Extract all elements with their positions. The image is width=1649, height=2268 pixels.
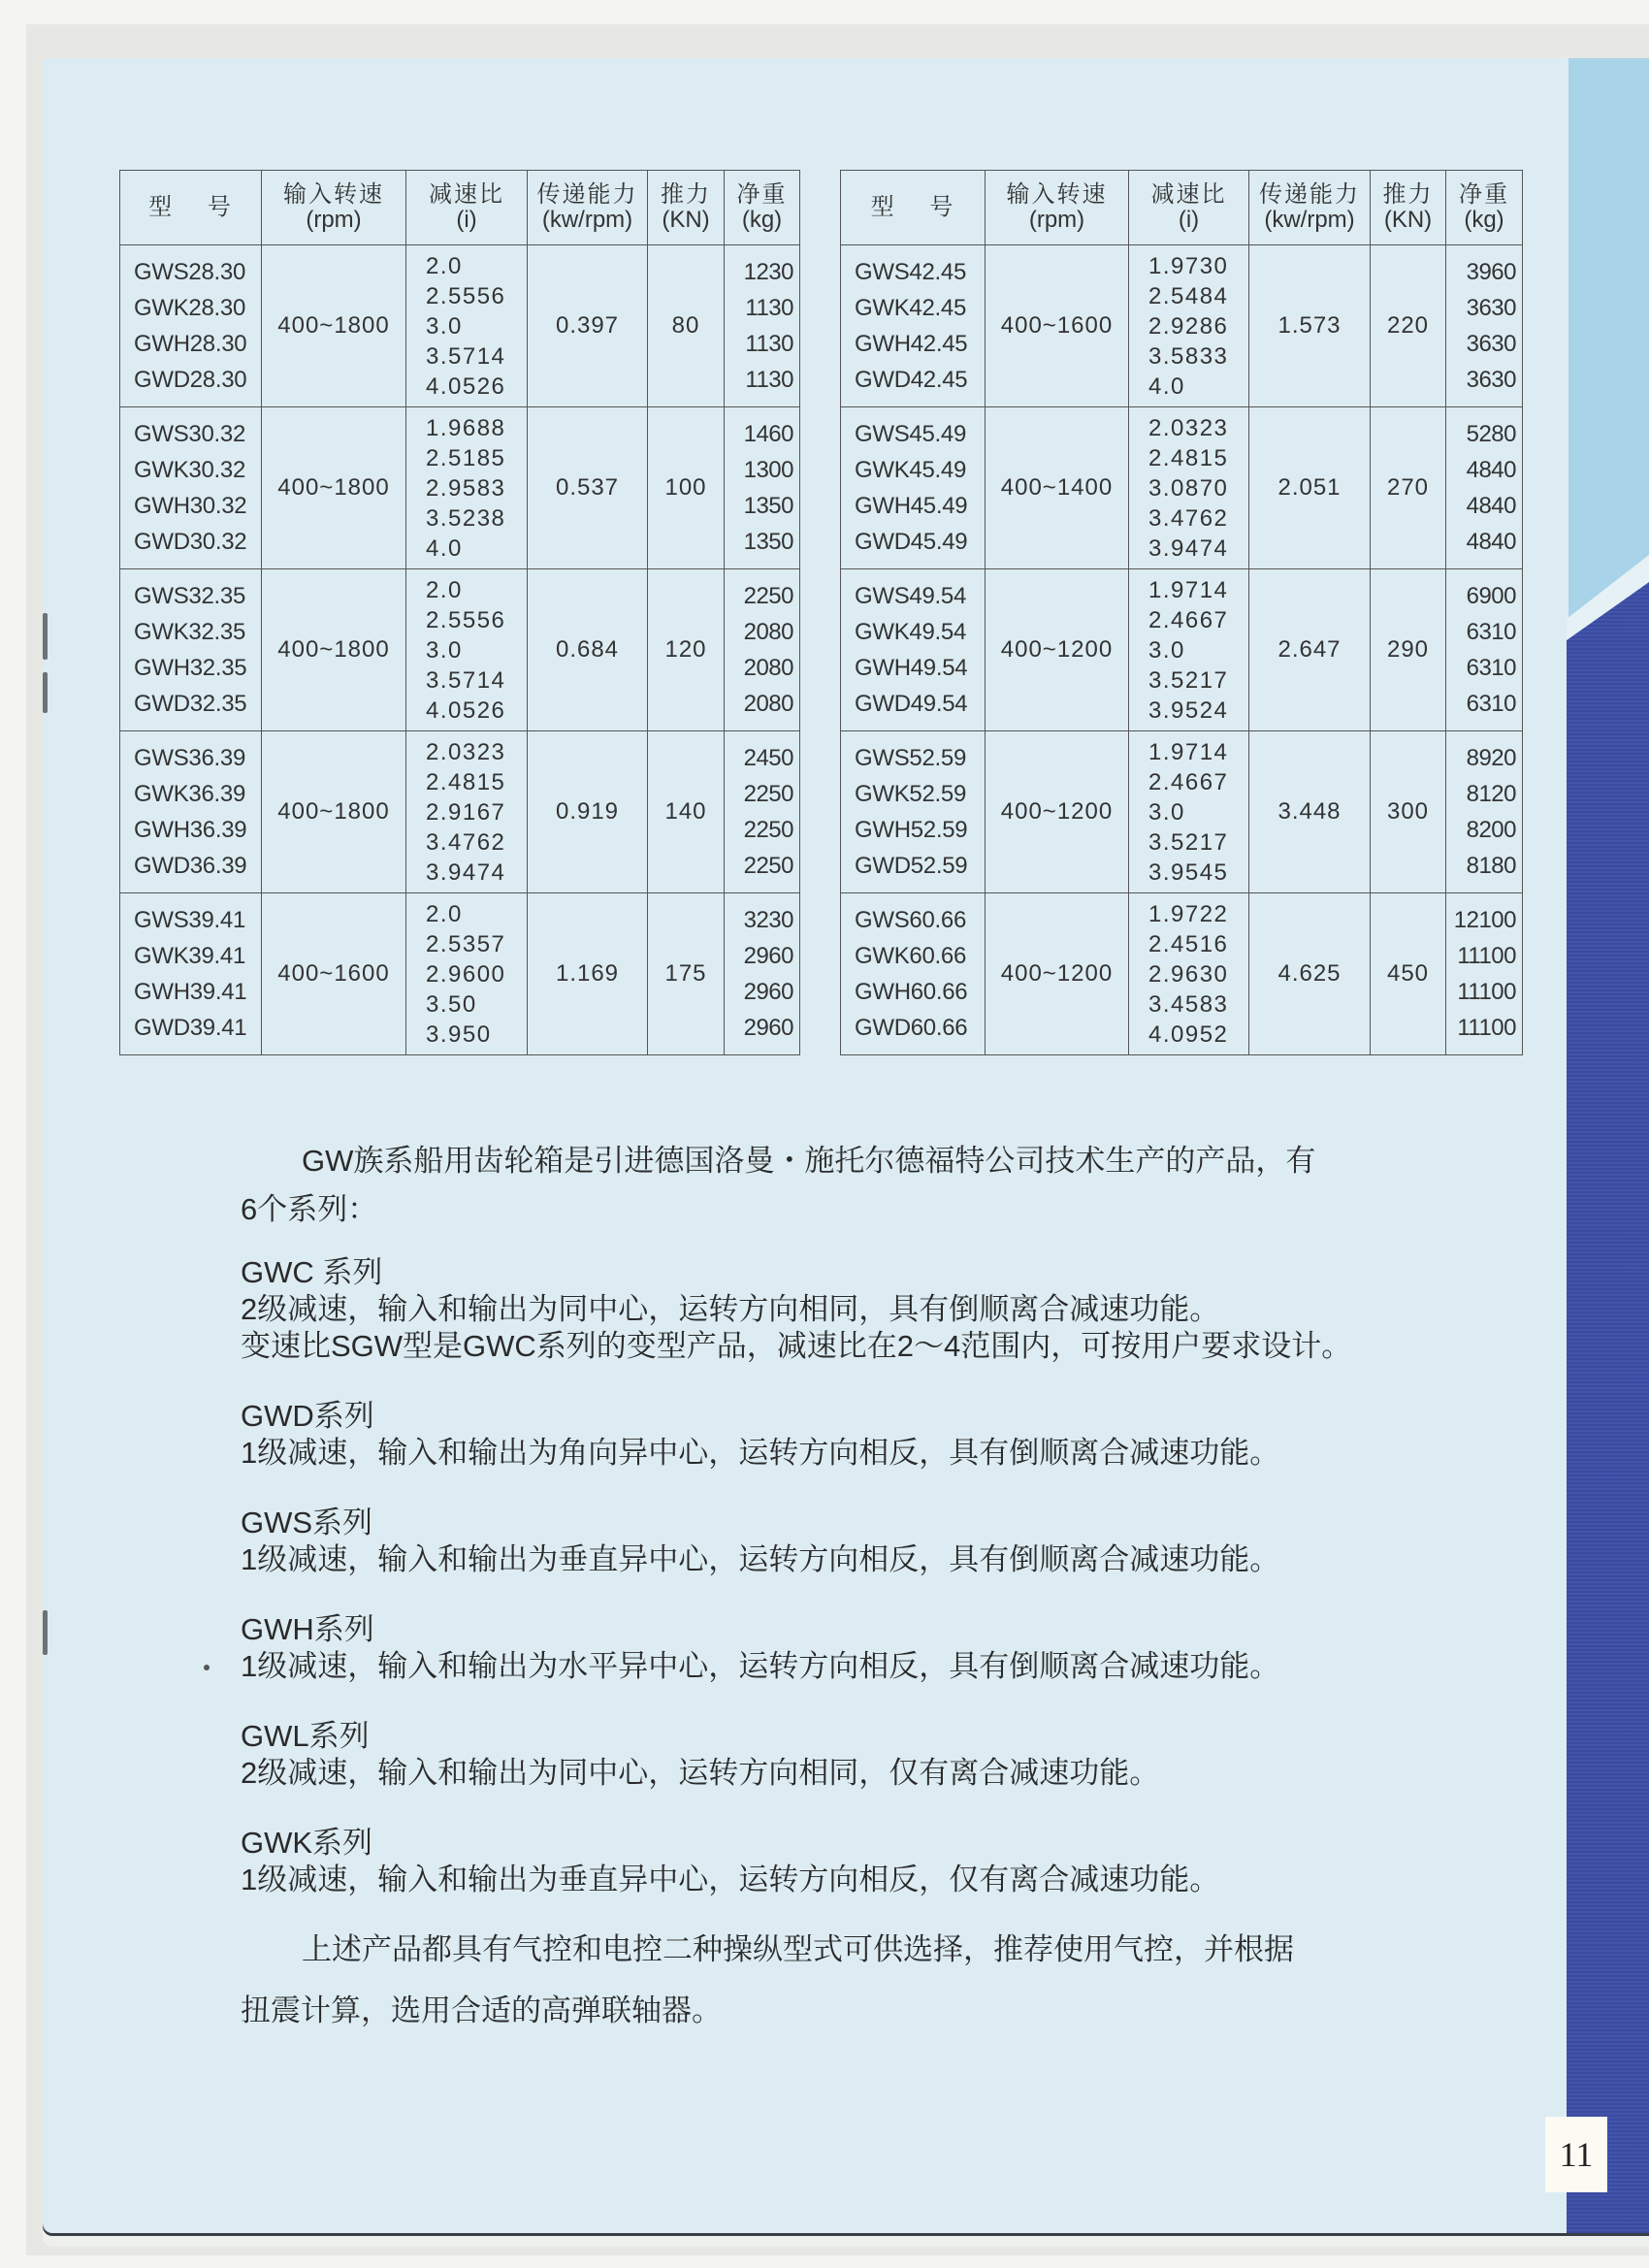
thrust-cell — [1371, 893, 1446, 1055]
weight-cell — [725, 731, 800, 893]
table-row — [120, 731, 800, 893]
staple-mark — [43, 672, 48, 713]
net-weight: 11100 — [1457, 979, 1516, 1005]
model-cell — [120, 569, 262, 731]
input-speed: 400~1800 — [277, 474, 390, 501]
model-name: GWH28.30 — [134, 331, 247, 357]
net-weight: 1130 — [745, 295, 793, 321]
header-thrust: 推力 (KN) — [648, 171, 725, 245]
model-cell — [120, 731, 262, 893]
model-name: GWD49.54 — [855, 691, 968, 717]
speed-cell — [986, 245, 1129, 407]
reduction-ratio: 4.0 — [1148, 373, 1185, 400]
thrust-cell — [1371, 569, 1446, 731]
reduction-ratio: 2.5484 — [1148, 282, 1229, 309]
model-name: GWK28.30 — [134, 295, 245, 321]
input-speed: 400~1800 — [277, 312, 390, 339]
header-ratio: 减速比 (i) — [1129, 171, 1249, 245]
thrust: 450 — [1386, 960, 1430, 987]
net-weight: 6310 — [1466, 691, 1516, 717]
spec-table-right — [840, 170, 1523, 1055]
reduction-ratio: 2.0 — [426, 900, 463, 927]
speed-cell — [986, 731, 1129, 893]
net-weight: 8920 — [1466, 745, 1516, 771]
model-cell — [841, 245, 986, 407]
reduction-ratio: 1.9722 — [1148, 900, 1229, 927]
ratio-cell — [1129, 407, 1249, 569]
thrust-cell — [648, 569, 725, 731]
net-weight: 6900 — [1466, 583, 1516, 609]
net-weight: 2960 — [743, 979, 793, 1005]
net-weight: 2450 — [743, 745, 793, 771]
reduction-ratio: 2.0 — [426, 576, 463, 603]
header-weight: 净重 (kg) — [1446, 171, 1523, 245]
ratio-cell — [406, 731, 528, 893]
spec-table-left-body — [120, 245, 800, 1055]
thrust-cell — [648, 245, 725, 407]
reduction-ratio: 3.0 — [426, 636, 463, 664]
reduction-ratio: 2.9600 — [426, 960, 506, 988]
reduction-ratio: 4.0952 — [1148, 1021, 1229, 1048]
reduction-ratio: 2.5556 — [426, 282, 506, 309]
reduction-ratio: 3.950 — [426, 1021, 492, 1048]
net-weight: 6310 — [1466, 655, 1516, 681]
weight-cell — [1446, 407, 1523, 569]
thrust-cell — [1371, 245, 1446, 407]
model-name: GWD45.49 — [855, 529, 968, 555]
series-title: GWC 系列 — [241, 1255, 383, 1289]
series-gwl — [241, 1718, 1159, 1792]
transmission-capacity: 4.625 — [1277, 960, 1342, 987]
net-weight: 1130 — [745, 367, 793, 393]
reduction-ratio: 1.9714 — [1148, 576, 1229, 603]
weight-cell — [1446, 245, 1523, 407]
reduction-ratio: 3.5833 — [1148, 342, 1229, 370]
weight-cell — [725, 893, 800, 1055]
net-weight: 2250 — [743, 583, 793, 609]
series-description: 2级减速，输入和输出为同中心，运转方向相同，具有倒顺离合减速功能。 — [241, 1292, 1220, 1326]
net-weight: 3630 — [1466, 367, 1516, 393]
reduction-ratio: 2.5185 — [426, 444, 506, 471]
model-name: GWH45.49 — [855, 493, 968, 519]
header-capacity: 传递能力 (kw/rpm) — [1249, 171, 1371, 245]
ratio-cell — [406, 569, 528, 731]
reduction-ratio: 4.0526 — [426, 697, 506, 724]
weight-cell — [1446, 731, 1523, 893]
series-description: 1级减速，输入和输出为垂直异中心，运转方向相反，仅有离合减速功能。 — [241, 1863, 1220, 1896]
transmission-capacity: 0.684 — [555, 636, 620, 663]
thrust: 100 — [664, 474, 707, 501]
thrust-cell — [648, 893, 725, 1055]
reduction-ratio: 2.5556 — [426, 606, 506, 633]
speed-cell — [262, 407, 406, 569]
capacity-cell — [1249, 731, 1371, 893]
net-weight: 1130 — [745, 331, 793, 357]
table-row — [841, 245, 1523, 407]
input-speed: 400~1200 — [1000, 960, 1114, 987]
reduction-ratio: 1.9714 — [1148, 738, 1229, 765]
model-name: GWS52.59 — [855, 745, 966, 771]
speed-cell — [262, 731, 406, 893]
series-title: GWD系列 — [241, 1399, 374, 1433]
net-weight: 2960 — [743, 1015, 793, 1041]
model-cell — [841, 407, 986, 569]
model-name: GWS30.32 — [134, 421, 245, 447]
model-cell — [120, 245, 262, 407]
reduction-ratio: 2.0323 — [1148, 414, 1229, 441]
series-title: GWL系列 — [241, 1719, 370, 1753]
speed-cell — [262, 245, 406, 407]
table-header-row — [841, 171, 1523, 245]
table-row — [841, 569, 1523, 731]
series-gwc — [241, 1254, 1351, 1365]
reduction-ratio: 4.0 — [426, 535, 463, 562]
spec-table-right-body — [841, 245, 1523, 1055]
reduction-ratio: 3.9545 — [1148, 859, 1229, 886]
ratio-cell — [1129, 731, 1249, 893]
reduction-ratio: 3.0 — [1148, 798, 1185, 826]
series-title: GWK系列 — [241, 1826, 373, 1860]
reduction-ratio: 3.0 — [1148, 636, 1185, 664]
thrust-cell — [1371, 407, 1446, 569]
reduction-ratio: 2.9630 — [1148, 960, 1229, 988]
model-name: GWH36.39 — [134, 817, 247, 843]
reduction-ratio: 3.50 — [426, 990, 477, 1018]
table-row — [120, 893, 800, 1055]
transmission-capacity: 0.397 — [555, 312, 620, 339]
model-name: GWH30.32 — [134, 493, 247, 519]
model-name: GWK32.35 — [134, 619, 245, 645]
closing-line-1: 上述产品都具有气控和电控二种操纵型式可供选择，推荐使用气控，并根据 — [302, 1932, 1294, 1966]
net-weight: 1460 — [743, 421, 793, 447]
model-name: GWD42.45 — [855, 367, 968, 393]
header-input-speed: 输入转速 (rpm) — [986, 171, 1129, 245]
weight-cell — [725, 407, 800, 569]
ratio-cell — [406, 893, 528, 1055]
net-weight: 6310 — [1466, 619, 1516, 645]
model-name: GWD32.35 — [134, 691, 247, 717]
model-name: GWS49.54 — [855, 583, 966, 609]
transmission-capacity: 1.169 — [555, 960, 620, 987]
series-description: 1级减速，输入和输出为角向异中心，运转方向相反，具有倒顺离合减速功能。 — [241, 1436, 1280, 1470]
weight-cell — [1446, 569, 1523, 731]
reduction-ratio: 1.9730 — [1148, 252, 1229, 279]
closing-paragraph — [241, 1919, 1521, 2041]
reduction-ratio: 3.4762 — [1148, 504, 1229, 532]
model-name: GWD39.41 — [134, 1015, 247, 1041]
series-title: GWH系列 — [241, 1612, 374, 1646]
series-gwh — [241, 1611, 1279, 1685]
capacity-cell — [1249, 569, 1371, 731]
model-cell — [120, 893, 262, 1055]
reduction-ratio: 2.4667 — [1148, 768, 1229, 795]
intro-paragraph — [241, 1137, 1521, 1234]
input-speed: 400~1800 — [277, 798, 390, 825]
series-title: GWS系列 — [241, 1506, 373, 1539]
table-row — [120, 245, 800, 407]
reduction-ratio: 3.5217 — [1148, 666, 1229, 694]
net-weight: 11100 — [1457, 943, 1516, 969]
thrust: 290 — [1386, 636, 1430, 663]
net-weight: 2080 — [743, 619, 793, 645]
table-row — [841, 893, 1523, 1055]
model-name: GWK36.39 — [134, 781, 245, 807]
thrust: 120 — [664, 636, 707, 663]
spec-table-left — [119, 170, 800, 1055]
thrust-cell — [648, 731, 725, 893]
series-description: 2级减速，输入和输出为同中心，运转方向相同，仅有离合减速功能。 — [241, 1756, 1160, 1790]
input-speed: 400~1600 — [1000, 312, 1114, 339]
model-name: GWH52.59 — [855, 817, 968, 843]
reduction-ratio: 2.9286 — [1148, 312, 1229, 340]
net-weight: 8180 — [1466, 853, 1516, 879]
header-model: 型 号 — [120, 171, 262, 245]
thrust-cell — [648, 407, 725, 569]
capacity-cell — [528, 245, 648, 407]
header-input-speed: 输入转速 (rpm) — [262, 171, 406, 245]
net-weight: 4840 — [1466, 529, 1516, 555]
staple-mark — [43, 1610, 48, 1655]
model-name: GWS39.41 — [134, 907, 245, 933]
model-name: GWH32.35 — [134, 655, 247, 681]
model-name: GWS42.45 — [855, 259, 966, 285]
reduction-ratio: 2.5357 — [426, 930, 506, 957]
thrust: 80 — [671, 312, 700, 339]
thrust-cell — [1371, 731, 1446, 893]
net-weight: 2250 — [743, 817, 793, 843]
model-name: GWS60.66 — [855, 907, 966, 933]
print-speck — [204, 1665, 210, 1670]
capacity-cell — [1249, 407, 1371, 569]
model-name: GWK30.32 — [134, 457, 245, 483]
model-name: GWK45.49 — [855, 457, 966, 483]
net-weight: 4840 — [1466, 457, 1516, 483]
table-header-row — [120, 171, 800, 245]
net-weight: 12100 — [1453, 907, 1516, 933]
thrust: 175 — [664, 960, 707, 987]
model-name: GWS36.39 — [134, 745, 245, 771]
table-row — [120, 569, 800, 731]
reduction-ratio: 3.9474 — [1148, 535, 1229, 562]
header-model: 型 号 — [841, 171, 986, 245]
model-name: GWK39.41 — [134, 943, 245, 969]
capacity-cell — [528, 569, 648, 731]
reduction-ratio: 3.5238 — [426, 504, 506, 532]
reduction-ratio: 2.0323 — [426, 738, 506, 765]
capacity-cell — [1249, 245, 1371, 407]
speed-cell — [986, 407, 1129, 569]
net-weight: 2960 — [743, 943, 793, 969]
reduction-ratio: 2.4815 — [1148, 444, 1229, 471]
net-weight: 8200 — [1466, 817, 1516, 843]
transmission-capacity: 3.448 — [1277, 798, 1342, 825]
net-weight: 2250 — [743, 781, 793, 807]
net-weight: 1350 — [743, 529, 793, 555]
transmission-capacity: 0.919 — [555, 798, 620, 825]
reduction-ratio: 3.4583 — [1148, 990, 1229, 1018]
capacity-cell — [528, 731, 648, 893]
speed-cell — [262, 893, 406, 1055]
reduction-ratio: 2.4516 — [1148, 930, 1229, 957]
weight-cell — [1446, 893, 1523, 1055]
reduction-ratio: 3.5714 — [426, 342, 506, 370]
capacity-cell — [1249, 893, 1371, 1055]
series-gwd — [241, 1398, 1279, 1472]
model-name: GWS28.30 — [134, 259, 245, 285]
thrust: 140 — [664, 798, 707, 825]
intro-line-1: GW族系船用齿轮箱是引进德国洛曼・施托尔德福特公司技术生产的产品，有 — [302, 1144, 1316, 1178]
input-speed: 400~1400 — [1000, 474, 1114, 501]
input-speed: 400~1600 — [277, 960, 390, 987]
model-cell — [841, 569, 986, 731]
ratio-cell — [1129, 569, 1249, 731]
net-weight: 2080 — [743, 691, 793, 717]
reduction-ratio: 4.0526 — [426, 373, 506, 400]
reduction-ratio: 3.9524 — [1148, 697, 1229, 724]
reduction-ratio: 2.4667 — [1148, 606, 1229, 633]
intro-line-2: 6个系列： — [241, 1192, 378, 1226]
model-name: GWD60.66 — [855, 1015, 968, 1041]
net-weight: 4840 — [1466, 493, 1516, 519]
net-weight: 5280 — [1466, 421, 1516, 447]
model-name: GWH39.41 — [134, 979, 247, 1005]
reduction-ratio: 2.4815 — [426, 768, 506, 795]
header-capacity: 传递能力 (kw/rpm) — [528, 171, 648, 245]
staple-mark — [43, 613, 48, 660]
net-weight: 3630 — [1466, 295, 1516, 321]
model-name: GWK60.66 — [855, 943, 966, 969]
header-thrust: 推力 (KN) — [1371, 171, 1446, 245]
net-weight: 3630 — [1466, 331, 1516, 357]
transmission-capacity: 1.573 — [1277, 312, 1342, 339]
net-weight: 2080 — [743, 655, 793, 681]
model-name: GWK49.54 — [855, 619, 966, 645]
model-name: GWH49.54 — [855, 655, 968, 681]
page-number: 11 — [1545, 2117, 1607, 2192]
reduction-ratio: 3.5714 — [426, 666, 506, 694]
model-cell — [120, 407, 262, 569]
ratio-cell — [1129, 893, 1249, 1055]
closing-line-2: 扭震计算，选用合适的高弹联轴器。 — [241, 1993, 722, 2027]
reduction-ratio: 3.9474 — [426, 859, 506, 886]
series-gws — [241, 1505, 1279, 1578]
net-weight: 2250 — [743, 853, 793, 879]
series-description: 1级减速，输入和输出为水平异中心，运转方向相反，具有倒顺离合减速功能。 — [241, 1649, 1280, 1683]
model-name: GWK42.45 — [855, 295, 966, 321]
model-name: GWK52.59 — [855, 781, 966, 807]
speed-cell — [986, 569, 1129, 731]
header-ratio: 减速比 (i) — [406, 171, 528, 245]
model-name: GWH60.66 — [855, 979, 968, 1005]
model-name: GWD28.30 — [134, 367, 247, 393]
thrust: 300 — [1386, 798, 1430, 825]
reduction-ratio: 2.0 — [426, 252, 463, 279]
model-name: GWD30.32 — [134, 529, 247, 555]
table-row — [841, 731, 1523, 893]
table-row — [120, 407, 800, 569]
reduction-ratio: 2.9583 — [426, 474, 506, 502]
speed-cell — [986, 893, 1129, 1055]
transmission-capacity: 2.647 — [1277, 636, 1342, 663]
input-speed: 400~1200 — [1000, 798, 1114, 825]
net-weight: 1350 — [743, 493, 793, 519]
capacity-cell — [528, 893, 648, 1055]
net-weight: 3960 — [1466, 259, 1516, 285]
reduction-ratio: 3.0870 — [1148, 474, 1229, 502]
input-speed: 400~1800 — [277, 636, 390, 663]
speed-cell — [262, 569, 406, 731]
model-name: GWD52.59 — [855, 853, 968, 879]
reduction-ratio: 3.0 — [426, 312, 463, 340]
model-name: GWS45.49 — [855, 421, 966, 447]
capacity-cell — [528, 407, 648, 569]
model-name: GWD36.39 — [134, 853, 247, 879]
net-weight: 11100 — [1457, 1015, 1516, 1041]
weight-cell — [725, 245, 800, 407]
transmission-capacity: 0.537 — [555, 474, 620, 501]
input-speed: 400~1200 — [1000, 636, 1114, 663]
reduction-ratio: 1.9688 — [426, 414, 506, 441]
series-description: 变速比SGW型是GWC系列的变型产品，减速比在2～4范围内，可按用户要求设计。 — [241, 1329, 1352, 1363]
net-weight: 1300 — [743, 457, 793, 483]
weight-cell — [725, 569, 800, 731]
reduction-ratio: 2.9167 — [426, 798, 506, 826]
reduction-ratio: 3.4762 — [426, 828, 506, 856]
header-weight: 净重 (kg) — [725, 171, 800, 245]
model-name: GWH42.45 — [855, 331, 968, 357]
net-weight: 3230 — [743, 907, 793, 933]
model-name: GWS32.35 — [134, 583, 245, 609]
thrust: 220 — [1386, 312, 1430, 339]
series-gwk — [241, 1825, 1219, 1898]
ratio-cell — [406, 245, 528, 407]
thrust: 270 — [1386, 474, 1430, 501]
net-weight: 8120 — [1466, 781, 1516, 807]
series-description: 1级减速，输入和输出为垂直异中心，运转方向相反，具有倒顺离合减速功能。 — [241, 1542, 1280, 1576]
net-weight: 1230 — [743, 259, 793, 285]
transmission-capacity: 2.051 — [1277, 474, 1342, 501]
table-row — [841, 407, 1523, 569]
ratio-cell — [406, 407, 528, 569]
ratio-cell — [1129, 245, 1249, 407]
reduction-ratio: 3.5217 — [1148, 828, 1229, 856]
model-cell — [841, 731, 986, 893]
model-cell — [841, 893, 986, 1055]
